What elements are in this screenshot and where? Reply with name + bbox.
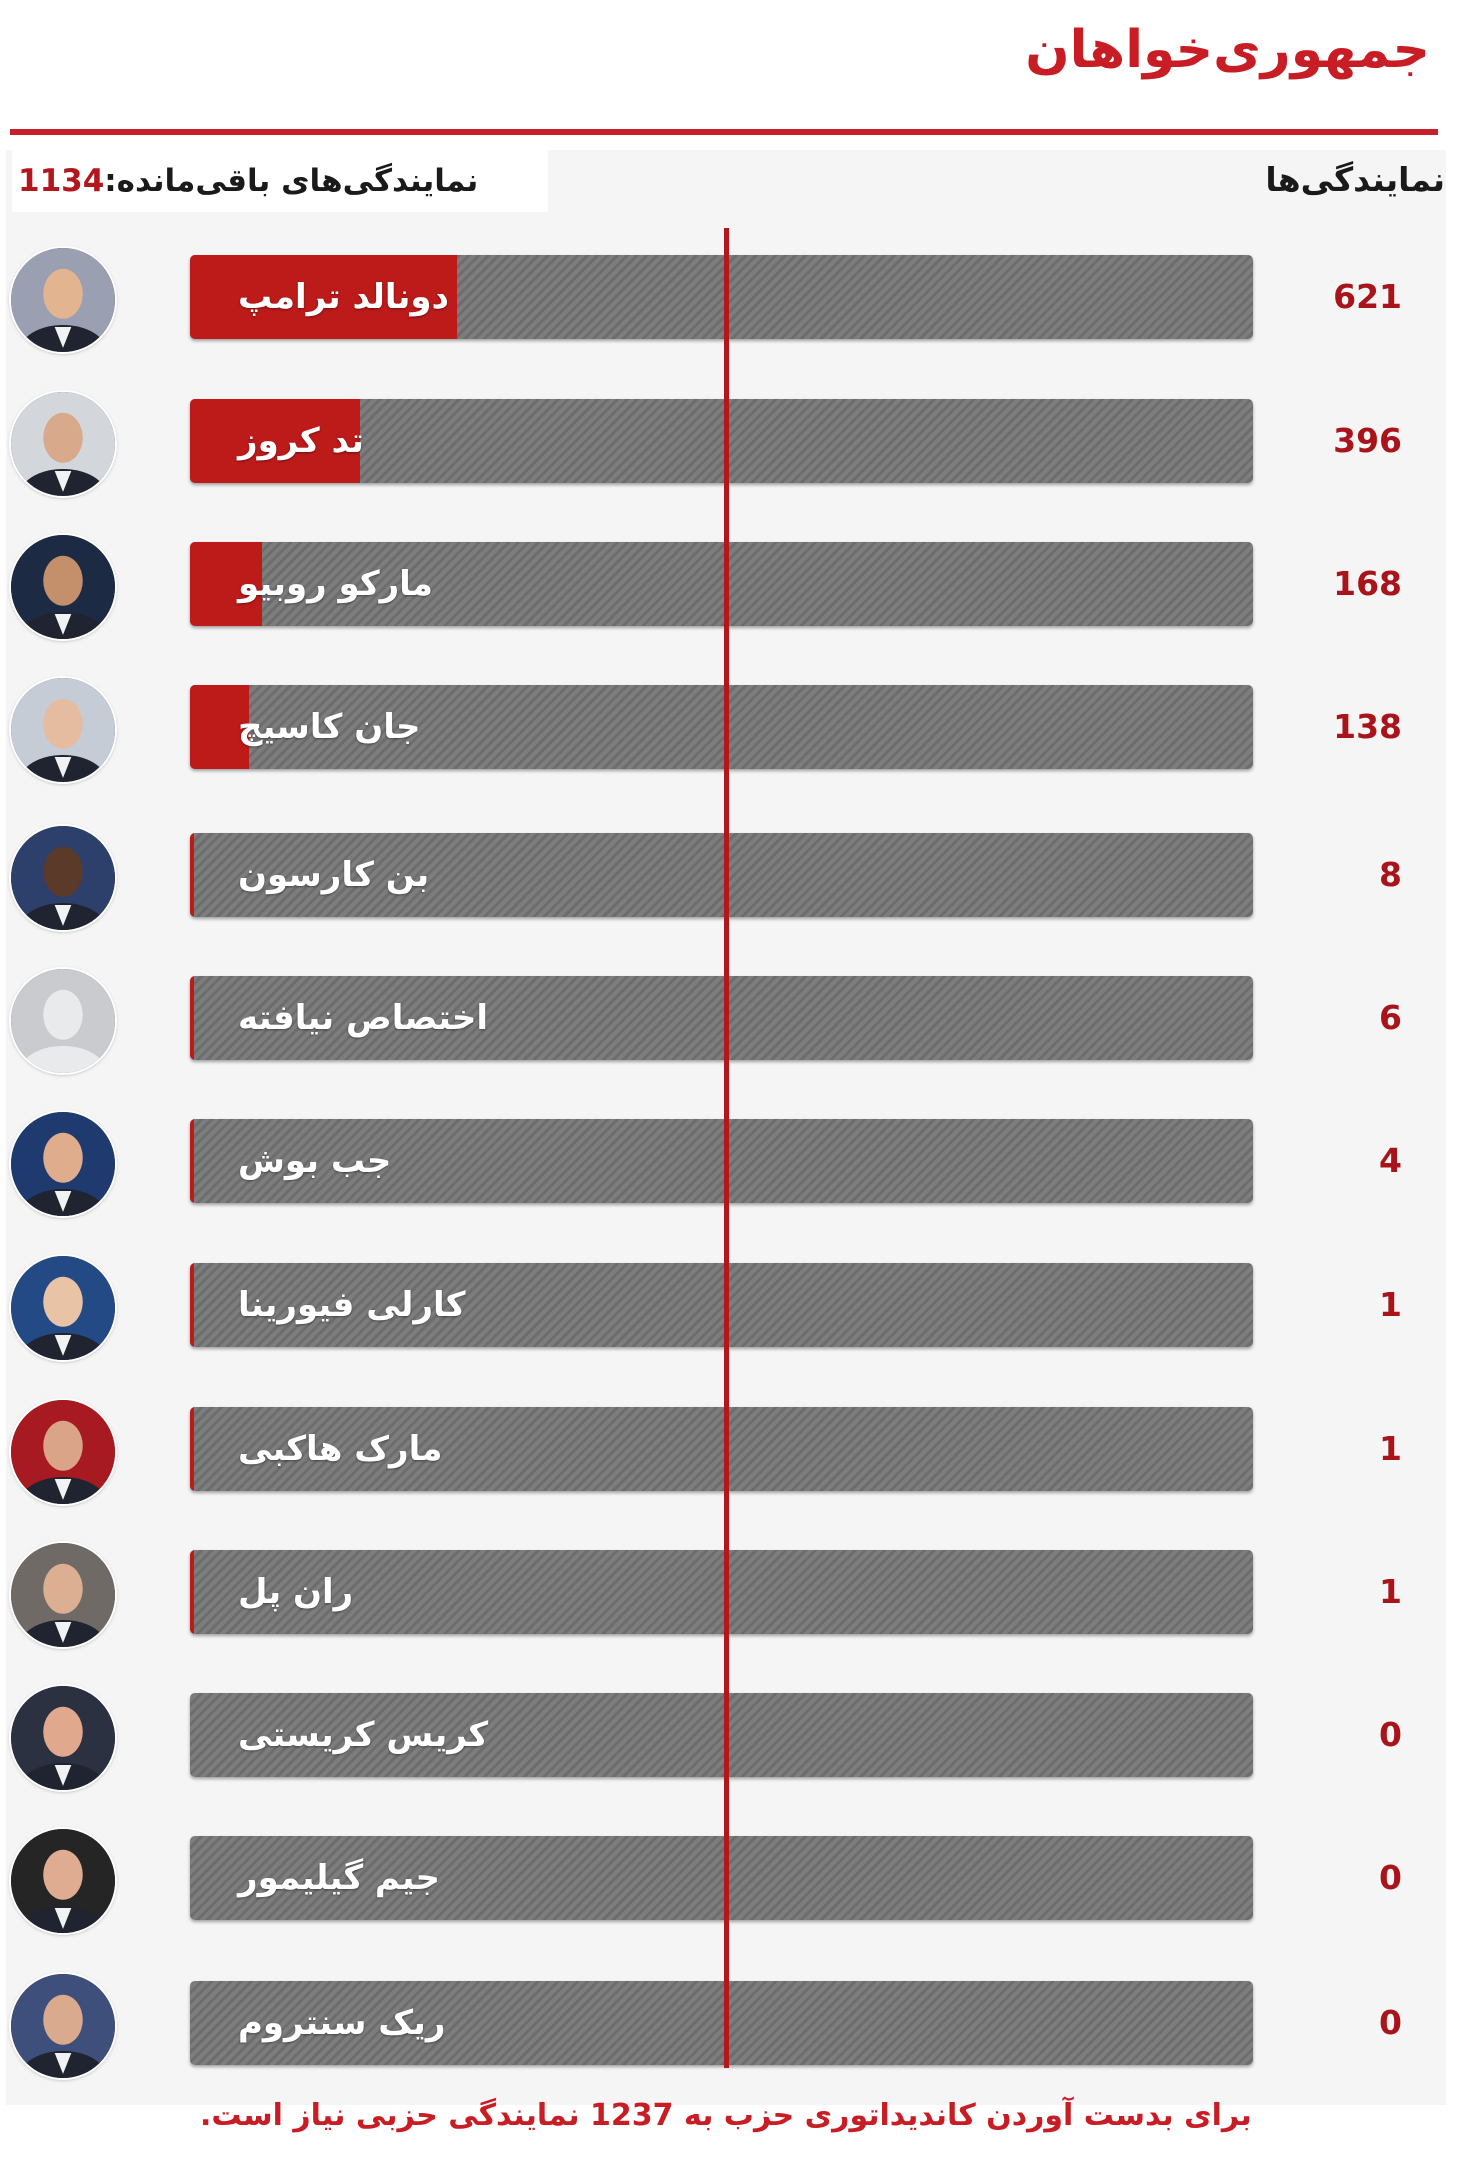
candidate-name: جب بوش bbox=[238, 1141, 392, 1181]
candidate-row bbox=[0, 949, 1470, 1092]
candidate-avatar bbox=[11, 1256, 115, 1360]
bar-track bbox=[190, 976, 1253, 1060]
title-divider bbox=[10, 129, 1438, 135]
candidate-avatar bbox=[11, 826, 115, 930]
candidate-name: بن کارسون bbox=[238, 855, 430, 895]
delegate-count: 1 bbox=[1379, 1429, 1402, 1468]
candidate-name: ران پل bbox=[238, 1572, 354, 1612]
candidate-name: کارلی فیورینا bbox=[238, 1285, 466, 1325]
bar-fill bbox=[190, 976, 194, 1060]
candidate-avatar bbox=[11, 678, 115, 782]
portrait-icon bbox=[11, 1400, 115, 1504]
bar-track bbox=[190, 833, 1253, 917]
candidate-row bbox=[0, 1380, 1470, 1523]
bar-fill bbox=[190, 1263, 194, 1347]
bar-track bbox=[190, 1119, 1253, 1203]
bar-track bbox=[190, 1407, 1253, 1491]
candidate-avatar bbox=[11, 1686, 115, 1790]
delegate-count: 8 bbox=[1379, 855, 1402, 894]
bar-fill bbox=[190, 1119, 194, 1203]
delegate-count: 621 bbox=[1333, 277, 1402, 316]
chart-title: جمهوری‌خواهان bbox=[1025, 20, 1430, 80]
portrait-icon bbox=[11, 678, 115, 782]
bar-track bbox=[190, 1263, 1253, 1347]
portrait-icon bbox=[11, 1829, 115, 1933]
candidate-row bbox=[0, 806, 1470, 949]
candidate-name: جان کاسیچ bbox=[238, 707, 421, 747]
delegate-count: 396 bbox=[1333, 421, 1402, 460]
bar-track bbox=[190, 399, 1253, 483]
threshold-line bbox=[724, 228, 729, 2068]
bar-fill bbox=[190, 833, 194, 917]
candidate-row bbox=[0, 1809, 1470, 1952]
candidate-avatar bbox=[11, 1400, 115, 1504]
bar-track bbox=[190, 542, 1253, 626]
portrait-icon bbox=[11, 248, 115, 352]
portrait-icon bbox=[11, 1112, 115, 1216]
bar-track bbox=[190, 1836, 1253, 1920]
delegate-count: 4 bbox=[1379, 1141, 1402, 1180]
candidate-name: مارک هاکبی bbox=[238, 1429, 443, 1469]
bar-track bbox=[190, 685, 1253, 769]
candidate-name: دونالد ترامپ bbox=[238, 277, 449, 317]
bar-fill bbox=[190, 1407, 194, 1491]
portrait-icon bbox=[11, 1686, 115, 1790]
candidate-name: کریس کریستی bbox=[238, 1715, 489, 1755]
portrait-icon bbox=[11, 1256, 115, 1360]
candidate-name: ریک سنتروم bbox=[238, 2003, 446, 2043]
delegate-count: 1 bbox=[1379, 1285, 1402, 1324]
bar-track bbox=[190, 1693, 1253, 1777]
candidate-avatar bbox=[11, 1974, 115, 2078]
footnote: برای بدست آوردن کاندیداتوری حزب به 1237 نمایندگی حزبی نیاز است. bbox=[200, 2098, 1252, 2133]
candidate-name: جیم گیلیمور bbox=[238, 1858, 440, 1898]
candidate-avatar bbox=[11, 535, 115, 639]
delegate-count: 168 bbox=[1333, 564, 1402, 603]
candidate-name: اختصاص نیافته bbox=[238, 998, 489, 1038]
candidate-avatar bbox=[11, 392, 115, 496]
candidate-name: تد کروز bbox=[238, 421, 364, 461]
candidate-row bbox=[0, 1236, 1470, 1379]
candidate-row bbox=[0, 658, 1470, 801]
candidate-row bbox=[0, 228, 1470, 371]
delegate-count: 1 bbox=[1379, 1572, 1402, 1611]
bar-track bbox=[190, 1550, 1253, 1634]
candidate-row bbox=[0, 1666, 1470, 1809]
candidate-avatar bbox=[11, 1112, 115, 1216]
portrait-icon bbox=[11, 1974, 115, 2078]
bar-track bbox=[190, 1981, 1253, 2065]
portrait-icon bbox=[11, 1543, 115, 1647]
bar-track bbox=[190, 255, 1253, 339]
candidate-avatar bbox=[11, 1829, 115, 1933]
delegates-column-header: نمایندگی‌ها bbox=[1265, 160, 1445, 199]
candidate-row bbox=[0, 515, 1470, 658]
portrait-icon bbox=[11, 535, 115, 639]
portrait-icon bbox=[11, 969, 115, 1073]
delegate-count: 6 bbox=[1379, 998, 1402, 1037]
remaining-label: نمایندگی‌های باقی‌مانده: bbox=[104, 163, 479, 199]
delegate-count: 138 bbox=[1333, 707, 1402, 746]
candidate-row bbox=[0, 1523, 1470, 1666]
portrait-icon bbox=[11, 392, 115, 496]
portrait-icon bbox=[11, 826, 115, 930]
remaining-delegates bbox=[12, 150, 548, 212]
delegate-count: 0 bbox=[1379, 1715, 1402, 1754]
remaining-value: 1134 bbox=[18, 163, 105, 199]
candidate-avatar bbox=[11, 248, 115, 352]
candidate-name: مارکو روبیو bbox=[238, 564, 433, 604]
bar-fill bbox=[190, 1550, 194, 1634]
candidate-row bbox=[0, 1092, 1470, 1235]
delegate-count: 0 bbox=[1379, 1858, 1402, 1897]
candidate-row bbox=[0, 1954, 1470, 2097]
delegate-count: 0 bbox=[1379, 2003, 1402, 2042]
candidate-avatar bbox=[11, 969, 115, 1073]
candidate-row bbox=[0, 372, 1470, 515]
candidate-avatar bbox=[11, 1543, 115, 1647]
